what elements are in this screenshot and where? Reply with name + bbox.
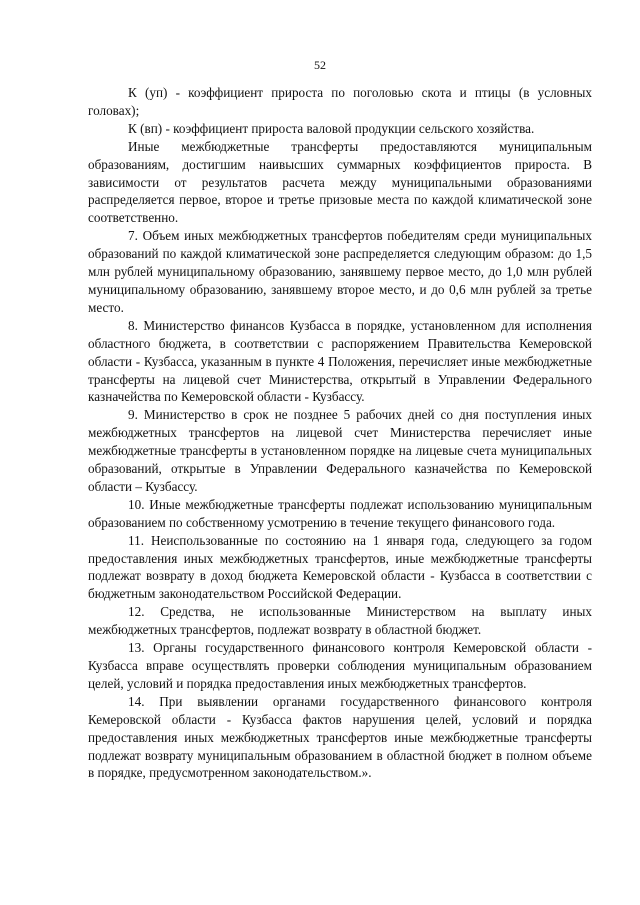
paragraph-11: 11. Неиспользованные по состоянию на 1 января года, следующего за годом предоставления иных межбюджетных трансфертов, иные межбюджетные трансферты подлежат возврату в доход бюджета Кемеровской области - Кузбасса в соответствии с бюджетным законодательством Российской Федерации. [88,532,592,602]
paragraph-coefficient-livestock: К (уп) - коэффициент прироста по поголовью скота и птицы (в условных головах); [88,85,592,118]
paragraph-9: 9. Министерство в срок не позднее 5 рабочих дней со дня поступления иных межбюджетных трансфертов на лицевой счет Министерства перечисляет иные межбюджетные трансферты в установленном порядке на лицевые счета муниципальных образований, открытые в Управлении Федерального казначейства по Кемеровской области – Кузбассу. [88,407,592,494]
page-number: 52 [314,58,326,72]
paragraph-transfers-provision: Иные межбюджетные трансферты предоставляются муниципальным образованиям, достигшим наивысших суммарных коэффициентов прироста. В зависимости от результатов расчета между муниципальными образованиями распределяется первое, второе и третье призовые места по каждой климатической зоне соответственно. [88,138,592,226]
paragraph-8: 8. Министерство финансов Кузбасса в порядке, установленном для исполнения областного бюджета, в соответствии с распоряжением Правительства Кемеровской области - Кузбасса, указанным в пункте 4 Положения, перечисляет иные межбюджетные трансферты на лицевой счет Министерства, открытый в Управлении Федерального казначейства по Кемеровской области - Кузбассу. [88,317,592,405]
paragraph-10: 10. Иные межбюджетные трансферты подлежат использованию муниципальным образованием по собственному усмотрению в течение текущего финансового года. [88,496,592,530]
paragraph-7: 7. Объем иных межбюджетных трансфертов победителям среди муниципальных образований по каждой климатической зоне распределяется следующим образом: до 1,5 млн рублей муниципальному образованию, занявшему первое место, до 1,0 млн рублей муниципальному образованию, занявшему второе место, и до 0,6 млн рублей за третье место. [88,228,592,315]
paragraph-13: 13. Органы государственного финансового контроля Кемеровской области - Кузбасса вправе осуществлять проверки соблюдения муниципальным образованием целей, условий и порядка предоставления иных межбюджетных трансфертов. [88,640,592,691]
paragraph-12: 12. Средства, не использованные Министерством на выплату иных межбюджетных трансфертов, подлежат возврату в областной бюджет. [88,604,592,638]
paragraph-14: 14. При выявлении органами государственного финансового контроля Кемеровской области - Кузбасса фактов нарушения целей, условий и порядка предоставления иных межбюджетных трансфертов иные межбюджетные трансферты подлежат возврату муниципальным образованием в областной бюджет в полном объеме в порядке, предусмотренном законодательством.». [88,693,592,781]
paragraph-coefficient-gross-output: К (вп) - коэффициент прироста валовой продукции сельского хозяйства. [128,120,535,136]
document-body [88,84,592,782]
